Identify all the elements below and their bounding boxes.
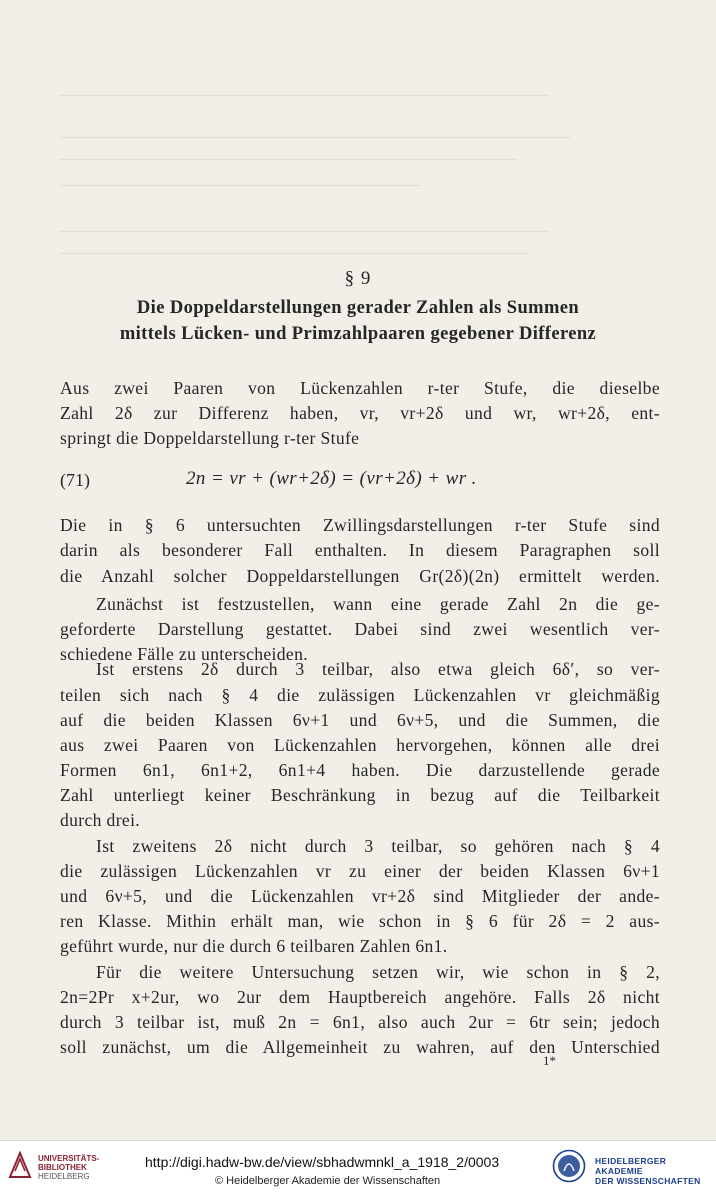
text-line: Zahl 2δ zur Differenz haben, vr, vr+2δ und wr, wr+2δ, ent-: [60, 403, 660, 423]
section-title-line-2: mittels Lücken- und Primzahlpaaren gegebener Differenz: [119, 324, 597, 344]
equation-number: (71): [60, 470, 90, 490]
text-line: und 6ν+5, und die Lückenzahlen vr+2δ sind Mitglieder der ande-: [60, 886, 660, 906]
show-through-text: ──────────────────────────────────────────────: [60, 224, 549, 240]
show-through-text: ────────────────────────────────────────────────: [60, 130, 571, 146]
text-line: auf die beiden Klassen 6ν+1 und 6ν+5, und die Summen, die: [60, 710, 660, 730]
show-through-text: ────────────────────────────────────────────: [60, 246, 528, 262]
library-name-line-3: HEIDELBERG: [38, 1172, 90, 1181]
text-line: Ist zweitens 2δ nicht durch 3 teilbar, so gehören nach § 4: [96, 836, 660, 856]
show-through-text: ──────────────────────────────────: [60, 178, 422, 194]
university-library-name[interactable]: [38, 1154, 99, 1181]
show-through-text: ──────────────────────────────────────────────: [60, 88, 549, 104]
text-line: die Anzahl solcher Doppeldarstellungen Gr(2δ)(2n) ermittelt werden.: [60, 566, 660, 586]
library-name-line-2: BIBLIOTHEK: [38, 1163, 87, 1172]
text-line: soll zunächst, um die Allgemeinheit zu wahren, auf den Unterschied: [60, 1037, 660, 1057]
text-line: Formen 6n1, 6n1+2, 6n1+4 haben. Die darzustellende gerade: [60, 760, 660, 780]
text-line: Die in § 6 untersuchten Zwillingsdarstellungen r-ter Stufe sind: [60, 515, 660, 535]
university-library-logo-icon: [8, 1151, 32, 1179]
text-line: Für die weitere Untersuchung setzen wir, wie schon in § 2,: [96, 962, 660, 982]
text-line: darin als besonderer Fall enthalten. In diesem Paragraphen soll: [60, 540, 660, 560]
text-line: durch drei.: [60, 810, 141, 830]
text-line: geführt wurde, nur die durch 6 teilbaren Zahlen 6n1.: [60, 936, 448, 956]
viewer-footer: [0, 1140, 716, 1198]
equation: 2n = vr + (wr+2δ) = (vr+2δ) + wr .: [186, 468, 477, 489]
academy-name-line-1: HEIDELBERGER AKADEMIE: [595, 1156, 667, 1176]
text-line: schiedene Fälle zu unterscheiden.: [60, 644, 308, 664]
text-line: Aus zwei Paaren von Lückenzahlen r-ter Stufe, die dieselbe: [60, 378, 660, 398]
text-line: Zunächst ist festzustellen, wann eine gerade Zahl 2n die ge-: [96, 594, 660, 614]
section-number: § 9: [344, 268, 372, 289]
text-line: ren Klasse. Mithin erhält man, wie schon in § 6 für 2δ = 2 aus-: [60, 911, 660, 931]
permalink-url[interactable]: http://digi.hadw-bw.de/view/sbhadwmnkl_a_1918_2/0003: [145, 1154, 500, 1170]
show-through-text: ───────────────────────────────────────────: [60, 152, 517, 168]
signature-mark: 1*: [543, 1053, 556, 1068]
text-line: 2n=2Pr x+2ur, wo 2ur dem Hauptbereich angehöre. Falls 2δ nicht: [60, 987, 660, 1007]
academy-name[interactable]: [595, 1156, 716, 1186]
academy-seal-icon: [552, 1149, 586, 1183]
text-line: Zahl unterliegt keiner Beschränkung in bezug auf die Teilbarkeit: [60, 785, 660, 805]
text-line: geforderte Darstellung gestattet. Dabei sind zwei wesentlich ver-: [60, 619, 660, 639]
library-name-line-1: UNIVERSITÄTS-: [38, 1154, 100, 1163]
text-line: Ist erstens 2δ durch 3 teilbar, also etwa gleich 6δ′, so ver-: [96, 659, 660, 679]
text-line: die zulässigen Lückenzahlen vr zu einer der beiden Klassen 6ν+1: [60, 861, 660, 881]
text-line: aus zwei Paaren von Lückenzahlen hervorgehen, können alle drei: [60, 735, 660, 755]
text-line: teilen sich nach § 4 die zulässigen Lückenzahlen vr gleichmäßig: [60, 685, 660, 705]
text-line: springt die Doppeldarstellung r-ter Stufe: [60, 428, 360, 448]
section-title-line-1: Die Doppeldarstellungen gerader Zahlen als Summen: [136, 298, 580, 318]
copyright-notice: © Heidelberger Akademie der Wissenschaften: [215, 1175, 441, 1187]
academy-name-line-2: DER WISSENSCHAFTEN: [595, 1176, 701, 1186]
text-line: durch 3 teilbar ist, muß 2n = 6n1, also auch 2ur = 6tr sein; jedoch: [60, 1012, 660, 1032]
